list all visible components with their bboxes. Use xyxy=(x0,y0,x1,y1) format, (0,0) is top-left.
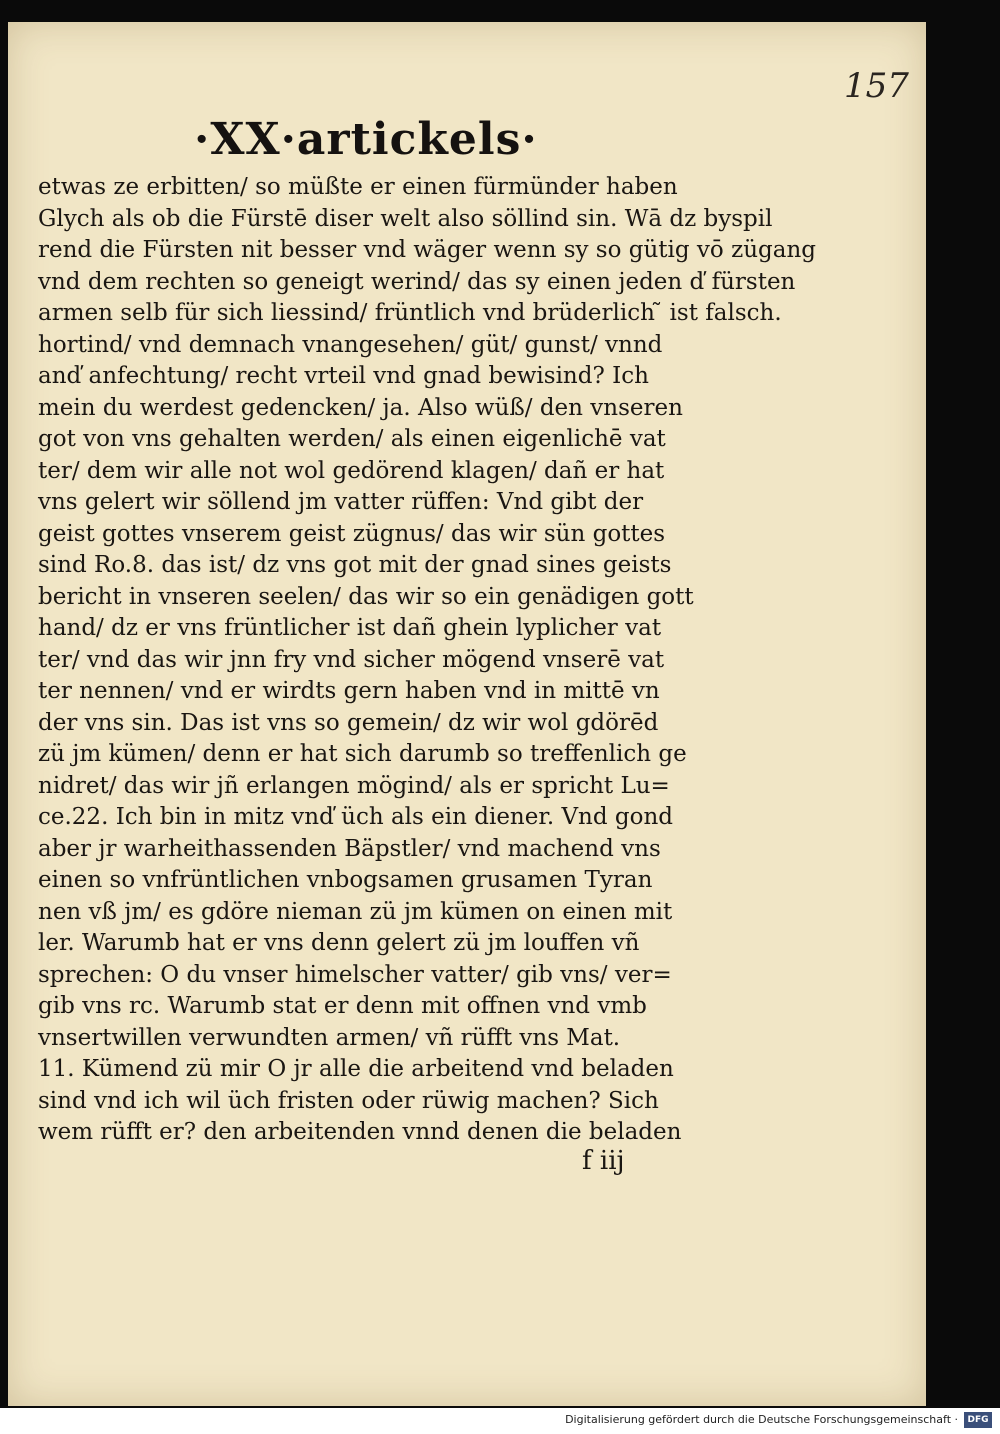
text-line: armen selb für sich liessind/ früntlich vnd brüderlich ̃ ist falsch. xyxy=(38,300,782,326)
text-line: got von vns gehalten werden/ als einen eigenlichē vat xyxy=(38,426,666,452)
text-line: ter nennen/ vnd er wirdts gern haben vnd in mittē vn xyxy=(38,678,660,704)
text-line: wem rüfft er? den arbeitenden vnnd denen die beladen xyxy=(38,1119,682,1145)
text-line: vnsertwillen verwundten armen/ vñ rüfft vns Mat. xyxy=(38,1024,621,1051)
text-line: nidret/ das wir jñ erlangen mögind/ als er spricht Lu= xyxy=(38,772,670,799)
text-line: sprechen: O du vnser himelscher vatter/ gib vns/ ver= xyxy=(38,961,672,988)
text-line: Glych als ob die Fürstē diser welt also söllind sin. Wā dz byspil xyxy=(38,205,773,232)
text-line: ler. Warumb hat er vns denn gelert zü jm louffen vñ xyxy=(38,930,640,956)
signature-mark: f iij xyxy=(582,1146,625,1176)
text-line: geist gottes vnserem geist zügnus/ das wir sün gottes xyxy=(38,520,666,547)
text-line: vns gelert wir söllend jm vatter rüffen: Vnd gibt der xyxy=(38,489,644,515)
text-line: vnd dem rechten so geneigt werind/ das sy einen jeden ď fürsten xyxy=(38,268,796,295)
text-line: ter/ dem wir alle not wol gedörend klagen/ dañ er hat xyxy=(38,457,665,484)
text-line: sind Ro.8. das ist/ dz vns got mit der gnad sines geists xyxy=(38,552,672,578)
text-line: rend die Fürsten nit besser vnd wäger wenn sy so gütig vō zügang xyxy=(38,237,816,263)
text-line: nen vß jm/ es gdöre nieman zü jm kümen on einen mit xyxy=(38,898,673,925)
text-line: einen so vnfrüntlichen vnbogsamen grusamen Tyran xyxy=(38,867,653,893)
running-head: ·XX·artickels· xyxy=(194,114,538,165)
text-line: bericht in vnseren seelen/ das wir so ein genädigen gott xyxy=(38,583,694,610)
text-line: sind vnd ich wil üch fristen oder rüwig machen? Sich xyxy=(38,1087,659,1114)
text-line: 11. Kümend zü mir O jr alle die arbeitend vnd beladen xyxy=(38,1056,674,1082)
text-line: hortind/ vnd demnach vnangesehen/ güt/ gunst/ vnnd xyxy=(38,331,663,358)
text-line: gib vns rc. Warumb stat er denn mit offnen vnd vmb xyxy=(38,993,647,1019)
folio-number: 157 xyxy=(844,66,909,106)
book-page xyxy=(8,22,926,1406)
dfg-logo: DFG xyxy=(964,1412,992,1428)
text-line: zü jm kümen/ denn er hat sich darumb so treffenlich ge xyxy=(38,741,687,767)
text-line: ter/ vnd das wir jnn fry vnd sicher mögend vnserē vat xyxy=(38,646,665,673)
text-block xyxy=(38,172,828,1149)
text-line: ce.22. Ich bin in mitz vnď üch als ein diener. Vnd gond xyxy=(38,804,674,830)
funding-credit: Digitalisierung gefördert durch die Deutsche Forschungsgemeinschaft · xyxy=(565,1413,958,1426)
text-line: hand/ dz er vns früntlicher ist dañ ghein lyplicher vat xyxy=(38,615,662,641)
text-line: mein du werdest gedencken/ ja. Also wüß/ den vnseren xyxy=(38,394,683,421)
text-line: etwas ze erbitten/ so müßte er einen fürmünder haben xyxy=(38,174,678,200)
text-line: aber jr warheithassenden Bäpstler/ vnd machend vns xyxy=(38,835,661,862)
text-line: anď anfechtung/ recht vrteil vnd gnad bewisind? Ich xyxy=(38,363,649,389)
footer-bar xyxy=(0,1408,1000,1434)
text-line: der vns sin. Das ist vns so gemein/ dz wir wol gdörēd xyxy=(38,709,659,736)
